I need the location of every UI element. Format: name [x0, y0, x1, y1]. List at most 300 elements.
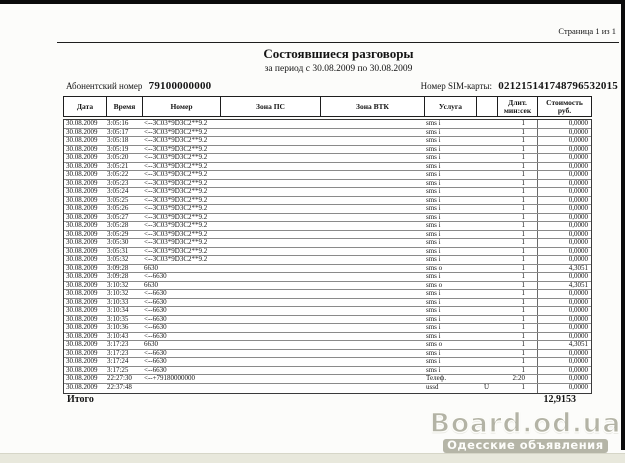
cell-flag	[476, 375, 497, 383]
cell-zone-vtk	[320, 265, 424, 273]
cell-zone-ps	[220, 222, 320, 230]
cell-time: 3:17:23	[107, 341, 129, 349]
scan-edge-top	[0, 0, 625, 4]
cell-time: 3:05:21	[107, 162, 129, 170]
header-rule	[57, 42, 619, 43]
document-title: Состоявшиеся разговоры	[263, 46, 414, 61]
cell-number: <--3C03*9D3C2**9.2	[144, 179, 208, 187]
sim-number-value: 021215141748796532015	[498, 80, 618, 92]
cell-time: 3:05:31	[107, 247, 129, 255]
cell-cost: 0,0000	[537, 188, 591, 196]
cell-zone-vtk	[320, 197, 424, 205]
cell-service: sms i	[426, 349, 441, 357]
cell-zone-ps	[220, 129, 320, 137]
cell-service: sms i	[426, 273, 441, 281]
cell-duration: 1	[521, 332, 525, 340]
cell-service: sms o	[426, 281, 443, 289]
cell-zone-vtk	[320, 163, 424, 171]
cell-number: <--6630	[144, 290, 167, 298]
cell-zone-vtk	[320, 137, 424, 145]
cell-date: 30.08.2009	[66, 205, 98, 213]
table-row	[64, 129, 591, 138]
cell-number: <--6630	[144, 366, 167, 374]
cell-cost: 0,0000	[537, 307, 591, 315]
cell-time: 3:05:19	[107, 145, 129, 153]
cell-service: sms i	[426, 162, 441, 170]
cell-zone-vtk	[320, 129, 424, 137]
cell-service: sms i	[426, 230, 441, 238]
cell-number: <--3C03*9D3C2**9.2	[144, 128, 208, 136]
cell-time: 3:05:18	[107, 137, 129, 145]
cell-number: 6630	[144, 281, 158, 289]
cell-zone-ps	[220, 316, 320, 324]
watermark	[429, 407, 621, 454]
table-row	[64, 341, 591, 350]
cell-number: <--6630	[144, 273, 167, 281]
cell-cost: 0,0000	[537, 214, 591, 222]
cell-date: 30.08.2009	[66, 281, 98, 289]
cell-zone-ps	[220, 256, 320, 264]
cell-date: 30.08.2009	[66, 366, 98, 374]
table-row	[64, 137, 591, 146]
cell-zone-vtk	[320, 290, 424, 298]
scan-edge-bottom	[0, 453, 625, 463]
table-row	[64, 171, 591, 180]
cell-zone-ps	[220, 197, 320, 205]
cell-zone-vtk	[320, 273, 424, 281]
cell-flag	[476, 188, 497, 196]
cell-date: 30.08.2009	[66, 332, 98, 340]
cell-zone-ps	[220, 120, 320, 128]
cell-time: 3:05:28	[107, 222, 129, 230]
cell-date: 30.08.2009	[66, 273, 98, 281]
cell-date: 30.08.2009	[66, 307, 98, 315]
cell-number	[142, 384, 220, 393]
cell-zone-ps	[220, 384, 320, 393]
cell-zone-vtk	[320, 248, 424, 256]
cell-flag	[476, 273, 497, 281]
cell-number: <--3C03*9D3C2**9.2	[144, 120, 208, 127]
table-row	[64, 350, 591, 359]
table-row	[64, 307, 591, 316]
cell-duration: 1	[521, 366, 525, 374]
cell-number: <--3C03*9D3C2**9.2	[144, 162, 208, 170]
cell-zone-vtk	[320, 180, 424, 188]
cell-duration: 1	[521, 154, 525, 162]
cell-cost: 0,0000	[537, 205, 591, 213]
cell-service: sms i	[426, 120, 441, 127]
cell-zone-vtk	[320, 367, 424, 375]
cell-flag	[476, 265, 497, 273]
cell-service: sms i	[426, 137, 441, 145]
cell-zone-vtk	[320, 222, 424, 230]
cell-number: <--3C03*9D3C2**9.2	[144, 145, 208, 153]
cell-time: 22:37:48	[107, 383, 132, 391]
subscriber-number-value: 79100000000	[148, 80, 212, 92]
column-header-cost: Стоимость руб.	[537, 97, 591, 116]
cell-flag	[476, 154, 497, 162]
call-table	[63, 119, 592, 394]
table-row	[64, 265, 591, 274]
cell-cost: 0,0000	[537, 137, 591, 145]
cell-flag	[476, 137, 497, 145]
cell-zone-vtk	[320, 307, 424, 315]
cell-flag	[476, 316, 497, 324]
cell-time: 3:17:23	[107, 349, 129, 357]
cell-service: sms i	[426, 290, 441, 298]
cell-cost: 0,0000	[537, 256, 591, 264]
cell-flag	[476, 256, 497, 264]
sim-number-group	[421, 80, 618, 92]
cell-date: 30.08.2009	[66, 358, 98, 366]
cell-duration: 1	[521, 358, 525, 366]
cell-duration: 1	[521, 171, 525, 179]
column-header-number: Номер	[142, 97, 220, 116]
cell-date: 30.08.2009	[66, 341, 98, 349]
cell-zone-ps	[220, 299, 320, 307]
cell-duration: 1	[521, 341, 525, 349]
cell-service: sms i	[426, 213, 441, 221]
cell-zone-ps	[220, 248, 320, 256]
cell-duration: 1	[521, 256, 525, 264]
cell-duration: 1	[521, 298, 525, 306]
cell-time: 3:05:26	[107, 205, 129, 213]
cell-number: <--3C03*9D3C2**9.2	[144, 171, 208, 179]
cell-service: sms i	[426, 222, 441, 230]
total-label: Итого	[67, 394, 94, 405]
cell-duration: 1	[521, 162, 525, 170]
cell-service: sms i	[426, 205, 441, 213]
cell-duration: 1	[521, 273, 525, 281]
cell-time: 3:10:34	[107, 307, 129, 315]
cell-cost: 0,0000	[537, 197, 591, 205]
cell-flag	[476, 146, 497, 154]
cell-duration: 1	[521, 222, 525, 230]
cell-cost: 0,0000	[537, 239, 591, 247]
cell-date: 30.08.2009	[66, 230, 98, 238]
cell-service: sms i	[426, 256, 441, 264]
cell-zone-vtk	[320, 120, 424, 128]
cell-cost: 0,0000	[537, 290, 591, 298]
cell-date: 30.08.2009	[66, 264, 98, 272]
cell-flag	[476, 120, 497, 128]
cell-time: 3:10:32	[107, 281, 129, 289]
cell-flag	[476, 214, 497, 222]
cell-flag	[476, 163, 497, 171]
cell-time: 3:10:36	[107, 324, 129, 332]
cell-zone-ps	[220, 307, 320, 315]
cell-time: 3:09:28	[107, 264, 129, 272]
cell-duration: 1	[521, 205, 525, 213]
cell-zone-vtk	[320, 154, 424, 162]
cell-number: <--+79180000000	[144, 375, 196, 383]
watermark-tagline: Одесские объявления	[443, 439, 608, 454]
cell-service: sms i	[426, 332, 441, 340]
cell-duration: 1	[521, 137, 525, 145]
cell-number: <--3C03*9D3C2**9.2	[144, 137, 208, 145]
cell-flag	[476, 333, 497, 341]
sim-number-label: Номер SIM-карты:	[420, 81, 493, 91]
cell-duration: 1	[521, 307, 525, 315]
cell-duration: 1	[521, 120, 525, 127]
cell-duration: 1	[521, 324, 525, 332]
cell-flag	[476, 222, 497, 230]
cell-service: sms i	[426, 179, 441, 187]
cell-date: 30.08.2009	[66, 315, 98, 323]
cell-date: 30.08.2009	[66, 298, 98, 306]
cell-zone-ps	[220, 239, 320, 247]
table-row	[64, 273, 591, 282]
cell-cost: 0,0000	[537, 384, 591, 393]
cell-date: 30.08.2009	[66, 222, 98, 230]
subscriber-number-label: Абонентский номер	[66, 81, 143, 91]
cell-flag	[476, 290, 497, 298]
cell-zone-vtk	[320, 333, 424, 341]
subscriber-number-group	[66, 80, 211, 92]
table-row	[64, 256, 591, 265]
cell-time: 3:05:30	[107, 239, 129, 247]
cell-zone-ps	[220, 265, 320, 273]
cell-number: <--3C03*9D3C2**9.2	[144, 256, 208, 264]
cell-flag	[476, 197, 497, 205]
cell-date: 30.08.2009	[66, 162, 98, 170]
cell-time: 3:10:43	[107, 332, 129, 340]
cell-number: <--3C03*9D3C2**9.2	[144, 205, 208, 213]
cell-date: 30.08.2009	[66, 375, 98, 383]
cell-date: 30.08.2009	[66, 324, 98, 332]
cell-zone-vtk	[320, 188, 424, 196]
document-subtitle: за период с 30.08.2009 по 30.08.2009	[264, 64, 413, 74]
table-row	[64, 197, 591, 206]
cell-zone-vtk	[320, 350, 424, 358]
cell-zone-vtk	[320, 239, 424, 247]
cell-number: <--3C03*9D3C2**9.2	[144, 222, 208, 230]
cell-time: 3:05:16	[107, 120, 129, 127]
cell-zone-ps	[220, 231, 320, 239]
cell-cost: 4,3051	[537, 282, 591, 290]
table-row	[64, 384, 591, 393]
page-indicator: Страница 1 из 1	[558, 26, 616, 36]
cell-service: sms i	[426, 315, 441, 323]
cell-zone-vtk	[320, 299, 424, 307]
cell-flag	[476, 324, 497, 332]
cell-duration: 1	[521, 230, 525, 238]
cell-number: <--6630	[144, 349, 167, 357]
column-header-duration: Длит. мин:сек	[497, 97, 537, 116]
cell-time: 3:09:28	[107, 273, 129, 281]
cell-duration: 1	[521, 179, 525, 187]
cell-number: <--3C03*9D3C2**9.2	[144, 154, 208, 162]
cell-flag	[476, 367, 497, 375]
cell-flag	[476, 239, 497, 247]
cell-zone-vtk	[320, 375, 424, 383]
cell-flag	[476, 171, 497, 179]
cell-cost: 0,0000	[537, 375, 591, 383]
cell-date: 30.08.2009	[66, 349, 98, 357]
table-row	[64, 154, 591, 163]
cell-duration: 1	[521, 239, 525, 247]
cell-zone-vtk	[320, 146, 424, 154]
cell-zone-ps	[220, 290, 320, 298]
cell-zone-ps	[220, 171, 320, 179]
cell-zone-ps	[220, 333, 320, 341]
table-row	[64, 333, 591, 342]
cell-zone-ps	[220, 375, 320, 383]
cell-service: sms i	[426, 171, 441, 179]
table-row	[64, 358, 591, 367]
cell-number: <--3C03*9D3C2**9.2	[144, 230, 208, 238]
cell-time: 3:05:25	[107, 196, 129, 204]
table-row	[64, 180, 591, 189]
column-header-time: Время	[106, 97, 142, 116]
cell-time: 3:17:24	[107, 358, 129, 366]
cell-date: 30.08.2009	[66, 128, 98, 136]
cell-zone-ps	[220, 154, 320, 162]
cell-cost: 0,0000	[537, 324, 591, 332]
cell-service: sms i	[426, 239, 441, 247]
cell-zone-ps	[220, 273, 320, 281]
cell-time: 3:05:22	[107, 171, 129, 179]
cell-service: ussd	[426, 383, 439, 391]
cell-date: 30.08.2009	[66, 247, 98, 255]
cell-date: 30.08.2009	[66, 256, 98, 264]
cell-number: <--6630	[144, 332, 167, 340]
cell-zone-ps	[220, 358, 320, 366]
cell-date: 30.08.2009	[66, 290, 98, 298]
cell-zone-ps	[220, 205, 320, 213]
cell-zone-vtk	[320, 171, 424, 179]
table-row	[64, 231, 591, 240]
cell-zone-vtk	[320, 324, 424, 332]
cell-service: sms i	[426, 247, 441, 255]
cell-zone-ps	[220, 350, 320, 358]
cell-number: <--3C03*9D3C2**9.2	[144, 188, 208, 196]
cell-time: 3:17:25	[107, 366, 129, 374]
column-header-flag	[476, 97, 497, 116]
table-row	[64, 375, 591, 384]
cell-service: sms i	[426, 358, 441, 366]
cell-zone-vtk	[320, 384, 424, 393]
cell-flag	[476, 307, 497, 315]
cell-time: 3:05:29	[107, 230, 129, 238]
cell-time: 22:27:30	[107, 375, 132, 383]
cell-service: sms i	[426, 298, 441, 306]
column-header-service: Услуга	[424, 97, 476, 116]
cell-cost: 0,0000	[537, 350, 591, 358]
cell-duration: 1	[521, 145, 525, 153]
cell-flag	[476, 282, 497, 290]
cell-time: 3:05:27	[107, 213, 129, 221]
cell-number: 6630	[144, 341, 158, 349]
cell-number: 6630	[144, 264, 158, 272]
cell-date: 30.08.2009	[66, 137, 98, 145]
cell-date: 30.08.2009	[66, 239, 98, 247]
cell-date: 30.08.2009	[66, 213, 98, 221]
cell-service: sms i	[426, 154, 441, 162]
cell-zone-vtk	[320, 316, 424, 324]
cell-date: 30.08.2009	[66, 171, 98, 179]
cell-cost: 0,0000	[537, 222, 591, 230]
cell-time: 3:05:17	[107, 128, 129, 136]
cell-date: 30.08.2009	[66, 196, 98, 204]
cell-service: sms i	[426, 188, 441, 196]
cell-cost: 0,0000	[537, 333, 591, 341]
cell-cost: 0,0000	[537, 154, 591, 162]
cell-duration: 1	[521, 247, 525, 255]
cell-duration: 1	[521, 290, 525, 298]
table-row	[64, 205, 591, 214]
column-header-date: Дата	[76, 101, 94, 111]
cell-cost: 0,0000	[537, 146, 591, 154]
cell-number: <--6630	[144, 358, 167, 366]
cell-number: <--6630	[144, 307, 167, 315]
call-table-header	[63, 96, 592, 117]
table-row	[64, 163, 591, 172]
cell-service: sms i	[426, 324, 441, 332]
cell-number: <--3C03*9D3C2**9.2	[144, 247, 208, 255]
column-header-zone-ps: Зона ПС	[220, 97, 320, 116]
cell-flag	[476, 231, 497, 239]
cell-duration: 1	[521, 315, 525, 323]
cell-cost: 0,0000	[537, 120, 591, 128]
cell-cost: 0,0000	[537, 273, 591, 281]
cell-zone-ps	[220, 137, 320, 145]
cell-flag	[476, 129, 497, 137]
cell-number: <--3C03*9D3C2**9.2	[144, 196, 208, 204]
cell-time: 3:10:35	[107, 315, 129, 323]
cell-duration: 1	[521, 188, 525, 196]
cell-duration: 1	[521, 196, 525, 204]
cell-date: 30.08.2009	[66, 145, 98, 153]
cell-zone-ps	[220, 214, 320, 222]
cell-service: sms o	[426, 264, 443, 272]
cell-time: 3:05:23	[107, 179, 129, 187]
cell-service: sms i	[426, 366, 441, 374]
cell-service: sms i	[426, 145, 441, 153]
table-row	[64, 324, 591, 333]
cell-zone-ps	[220, 341, 320, 349]
table-row	[64, 299, 591, 308]
cell-zone-ps	[220, 367, 320, 375]
cell-duration: 2:20	[512, 375, 525, 383]
cell-service: Телеф.	[426, 375, 447, 383]
total-value: 12,9153	[543, 394, 576, 405]
cell-zone-vtk	[320, 341, 424, 349]
cell-service: sms i	[426, 307, 441, 315]
table-row	[64, 188, 591, 197]
cell-zone-ps	[220, 188, 320, 196]
table-row	[64, 239, 591, 248]
cell-zone-vtk	[320, 256, 424, 264]
cell-cost: 0,0000	[537, 231, 591, 239]
cell-zone-ps	[220, 163, 320, 171]
table-row	[64, 146, 591, 155]
cell-zone-vtk	[320, 358, 424, 366]
cell-flag	[476, 299, 497, 307]
cell-zone-vtk	[320, 205, 424, 213]
cell-flag	[476, 248, 497, 256]
cell-flag	[476, 180, 497, 188]
cell-zone-vtk	[320, 214, 424, 222]
cell-date: 30.08.2009	[66, 383, 98, 391]
cell-zone-ps	[220, 282, 320, 290]
cell-service: sms i	[426, 128, 441, 136]
cell-zone-vtk	[320, 282, 424, 290]
cell-time: 3:05:24	[107, 188, 129, 196]
table-row	[64, 316, 591, 325]
column-header-zone-vtk: Зона ВТК	[320, 97, 424, 116]
cell-zone-ps	[220, 146, 320, 154]
